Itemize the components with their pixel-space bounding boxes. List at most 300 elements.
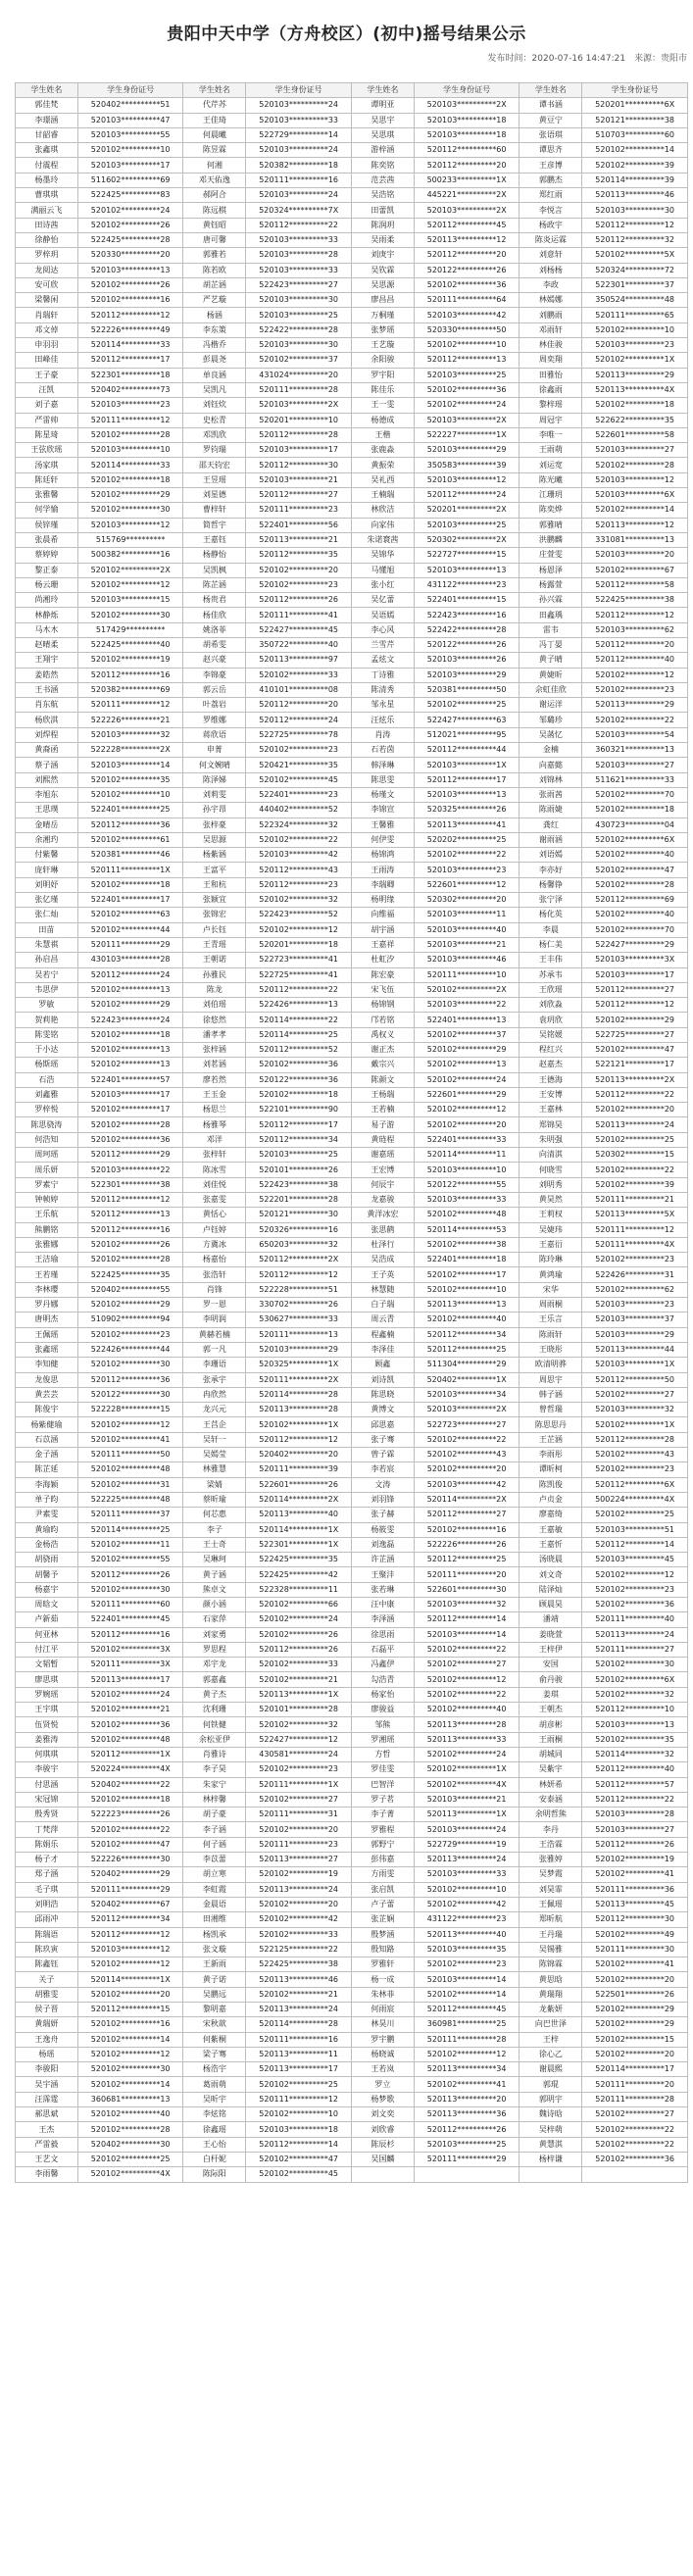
table-row: [16, 1177, 688, 1192]
table-row: [16, 218, 688, 232]
student-name-cell: 张子赫: [351, 1508, 414, 1522]
student-id-cell: 520102**********25: [582, 1132, 688, 1147]
student-name-cell: 向清淇: [520, 1148, 582, 1163]
student-name-cell: 刘逸磊: [351, 1537, 414, 1552]
student-id-cell: 520103**********30: [246, 338, 352, 353]
student-name-cell: 罗丹娜: [16, 1298, 78, 1313]
student-id-cell: 520102**********29: [414, 1043, 520, 1058]
student-name-cell: 张颖宜: [183, 893, 246, 908]
table-row: [16, 1987, 688, 2002]
student-name-cell: 黄振荣: [351, 458, 414, 472]
student-name-cell: 黎明嘉: [183, 2003, 246, 2017]
student-name-cell: 李政: [520, 277, 582, 292]
student-name-cell: 雷韦: [520, 622, 582, 637]
student-name-cell: 黄钰昭: [183, 218, 246, 232]
student-name-cell: 肖雅诗: [183, 1747, 246, 1761]
student-id-cell: 522622**********35: [582, 413, 688, 427]
student-name-cell: 张亿瑾: [16, 893, 78, 908]
student-id-cell: 520112**********2X: [246, 1253, 352, 1267]
student-id-cell: 520111**********12: [246, 2092, 352, 2106]
table-row: [16, 1358, 688, 1372]
student-name-cell: 黄洋冰宏: [351, 1208, 414, 1222]
student-id-cell: 500224**********4X: [582, 1492, 688, 1507]
student-id-cell: 522426**********44: [77, 1342, 183, 1357]
student-name-cell: 黎正泰: [16, 563, 78, 577]
student-name-cell: 陈奕铭: [351, 158, 414, 173]
student-id-cell: 520112**********14: [582, 1537, 688, 1552]
table-row: [16, 127, 688, 142]
student-id-cell: 520402**********55: [77, 1282, 183, 1297]
student-id-cell: 520102**********22: [582, 2137, 688, 2152]
student-id-cell: 520324**********72: [582, 263, 688, 277]
student-id-cell: 520402**********29: [77, 1867, 183, 1882]
table-row: [16, 863, 688, 877]
student-name-cell: 姚洛菲: [183, 622, 246, 637]
student-name-cell: 万桐瑾: [351, 308, 414, 322]
student-name-cell: 刘钰炊: [183, 398, 246, 413]
student-id-cell: 520102**********21: [246, 1987, 352, 2002]
student-id-cell: 520103**********29: [414, 668, 520, 682]
student-id-cell: 520102**********47: [582, 863, 688, 877]
student-id-cell: 522427**********45: [246, 622, 352, 637]
student-id-cell: 520102**********24: [77, 203, 183, 218]
student-id-cell: 520103**********25: [414, 368, 520, 382]
student-id-cell: 520103**********12: [77, 1942, 183, 1957]
student-id-cell: 520102**********24: [414, 398, 520, 413]
student-id-cell: 520113**********21: [246, 532, 352, 547]
student-name-cell: 刘熙然: [16, 772, 78, 787]
student-name-cell: 彭晨尧: [183, 353, 246, 368]
student-name-cell: 赵嘉杰: [520, 1058, 582, 1072]
student-name-cell: 张梓涵: [183, 1043, 246, 1058]
student-id-cell: 520111**********4X: [582, 1237, 688, 1252]
student-id-cell: 520111**********20: [582, 2077, 688, 2092]
student-name-cell: 陈雨轩: [520, 1327, 582, 1342]
student-id-cell: 520102**********20: [246, 1822, 352, 1837]
student-name-cell: 李雨彤: [520, 1448, 582, 1462]
student-id-cell: 520102**********36: [414, 277, 520, 292]
student-name-cell: 龙阅达: [16, 263, 78, 277]
student-name-cell: 陈雨婕: [520, 803, 582, 817]
student-id-cell: 520102**********24: [246, 1612, 352, 1627]
student-name-cell: 田蕾凯: [351, 203, 414, 218]
table-row: [16, 967, 688, 982]
student-name-cell: 李锦宣: [351, 803, 414, 817]
student-id-cell: 520102**********32: [246, 893, 352, 908]
student-name-cell: 王弦欣瑶: [16, 443, 78, 458]
student-id-cell: 520122**********26: [414, 263, 520, 277]
student-name-cell: 冯丁晏: [520, 637, 582, 652]
student-id-cell: 520112**********26: [414, 2122, 520, 2137]
student-id-cell: 520103**********55: [77, 127, 183, 142]
student-name-cell: 程红兴: [520, 1043, 582, 1058]
student-name-cell: 汪凯: [16, 382, 78, 397]
student-id-cell: 520113**********12: [582, 518, 688, 532]
student-name-cell: 邱雨冲: [16, 1912, 78, 1927]
student-id-cell: 520102**********12: [414, 2047, 520, 2061]
student-id-cell: 520112**********34: [414, 1327, 520, 1342]
student-name-cell: 罗梓悦: [16, 1103, 78, 1117]
student-id-cell: 520113**********24: [246, 1882, 352, 1897]
table-row: [16, 1837, 688, 1852]
student-id-cell: 520112**********34: [77, 1912, 183, 1927]
student-name-cell: 孙启昌: [16, 953, 78, 967]
student-id-cell: 520102**********4X: [414, 1777, 520, 1792]
student-id-cell: 520114**********1X: [246, 1522, 352, 1537]
student-id-cell: 520103**********46: [414, 953, 520, 967]
student-name-cell: 陈润玥: [351, 218, 414, 232]
student-name-cell: 王逸舟: [16, 2032, 78, 2047]
student-id-cell: 520111**********30: [582, 1942, 688, 1957]
student-id-cell: 330702**********26: [246, 1298, 352, 1313]
student-name-cell: 魏诗晗: [520, 2107, 582, 2122]
table-row: [16, 1672, 688, 1687]
student-name-cell: 吴国麟: [351, 2152, 414, 2166]
student-id-cell: 520103**********21: [414, 1792, 520, 1807]
student-id-cell: 520114**********2X: [414, 1492, 520, 1507]
table-row: [16, 503, 688, 518]
table-row: [16, 937, 688, 952]
student-id-cell: 520102**********20: [246, 563, 352, 577]
student-id-cell: 520421**********35: [246, 758, 352, 772]
student-name-cell: 张雨茜: [520, 787, 582, 802]
student-id-cell: 520103**********28: [582, 1808, 688, 1822]
student-name-cell: 黄鸿瑜: [520, 1267, 582, 1282]
student-id-cell: 522228**********51: [246, 1282, 352, 1297]
table-row: [16, 848, 688, 863]
student-id-cell: 520102**********20: [77, 1987, 183, 2002]
student-id-cell: 360981**********25: [414, 2017, 520, 2032]
student-name-cell: 张鑫琪: [16, 143, 78, 158]
table-row: [16, 953, 688, 967]
student-name-cell: 刘锦林: [520, 772, 582, 787]
student-id-cell: 520112**********36: [77, 817, 183, 832]
student-id-cell: 520112**********40: [582, 1762, 688, 1777]
student-name-cell: 罗一恩: [183, 1298, 246, 1313]
student-name-cell: 王聚沣: [351, 1567, 414, 1582]
student-name-cell: 杨子才: [16, 1853, 78, 1867]
student-id-cell: 520111**********1X: [246, 1777, 352, 1792]
student-id-cell: 520111**********50: [77, 1448, 183, 1462]
student-id-cell: 522425**********40: [77, 637, 183, 652]
student-name-cell: [520, 2167, 582, 2182]
student-name-cell: 曾哲瑞: [520, 1403, 582, 1417]
student-id-cell: 520102**********37: [414, 1027, 520, 1042]
table-row: [16, 2062, 688, 2077]
student-id-cell: 522328**********11: [246, 1582, 352, 1597]
student-id-cell: 520103**********15: [77, 593, 183, 608]
header-student-name: 学生姓名: [183, 83, 246, 98]
table-row: [16, 1492, 688, 1507]
student-name-cell: 林静烁: [16, 608, 78, 622]
student-name-cell: 梁馨闲: [16, 293, 78, 308]
student-name-cell: 吴鹏远: [183, 1987, 246, 2002]
student-name-cell: 王士奇: [183, 1537, 246, 1552]
student-id-cell: 520103**********17: [582, 967, 688, 982]
table-row: [16, 832, 688, 847]
student-name-cell: 廖骏益: [351, 1703, 414, 1717]
student-name-cell: 彭伟嘉: [351, 1853, 414, 1867]
table-row: [16, 1222, 688, 1237]
student-name-cell: 王若瑾: [16, 1267, 78, 1282]
student-id-cell: 522601**********26: [246, 1477, 352, 1492]
table-row: [16, 1148, 688, 1163]
student-id-cell: 520103**********37: [582, 1313, 688, 1327]
student-id-cell: 520102**********12: [77, 1957, 183, 1972]
student-id-cell: [582, 2167, 688, 2182]
student-name-cell: 李瑞卿: [351, 877, 414, 892]
student-id-cell: 522729**********14: [246, 127, 352, 142]
student-id-cell: 522725**********27: [582, 1027, 688, 1042]
student-name-cell: 陈辰杉: [351, 2137, 414, 2152]
student-name-cell: 胡馨予: [16, 1567, 78, 1582]
student-name-cell: 郑锦昊: [520, 1117, 582, 1132]
student-id-cell: 520324**********7X: [246, 203, 352, 218]
student-name-cell: 刘家勇: [183, 1627, 246, 1642]
table-row: [16, 1103, 688, 1117]
student-name-cell: 巴智洋: [351, 1777, 414, 1792]
student-id-cell: 520102**********1X: [582, 353, 688, 368]
student-id-cell: 520111**********23: [246, 503, 352, 518]
student-name-cell: 胡城同: [520, 1747, 582, 1761]
student-id-cell: 520102**********29: [77, 1298, 183, 1313]
table-body: [16, 98, 688, 2182]
student-name-cell: 吴浩铭: [351, 188, 414, 203]
table-row: [16, 2107, 688, 2122]
header-student-name: 学生姓名: [351, 83, 414, 98]
student-name-cell: 方冀冰: [183, 1237, 246, 1252]
student-id-cell: 520103**********13: [77, 263, 183, 277]
student-id-cell: 650203**********32: [246, 1237, 352, 1252]
student-id-cell: 522401**********13: [414, 1013, 520, 1027]
student-name-cell: 王莒企: [183, 1417, 246, 1432]
student-id-cell: 520102**********48: [77, 1732, 183, 1747]
student-name-cell: 刘星德: [183, 488, 246, 503]
student-name-cell: 王芷涵: [520, 1432, 582, 1447]
student-id-cell: 520102**********23: [246, 743, 352, 758]
student-name-cell: 李唯一: [520, 427, 582, 442]
table-row: [16, 772, 688, 787]
student-name-cell: 顾鑫: [351, 1358, 414, 1372]
student-id-cell: 520112**********28: [582, 1432, 688, 1447]
student-id-cell: 350722**********40: [246, 637, 352, 652]
student-name-cell: 周乐妍: [16, 1163, 78, 1177]
student-id-cell: 520103**********2X: [414, 413, 520, 427]
student-id-cell: 520112**********17: [414, 772, 520, 787]
student-name-cell: 韦思伊: [16, 982, 78, 997]
student-name-cell: 熊卓文: [183, 1582, 246, 1597]
student-name-cell: 单良涵: [183, 368, 246, 382]
table-row: [16, 668, 688, 682]
student-id-cell: 520102**********22: [582, 2122, 688, 2137]
student-name-cell: 张仁灿: [16, 908, 78, 922]
student-name-cell: 刘文奇: [520, 1567, 582, 1582]
student-id-cell: 520102**********30: [77, 608, 183, 622]
student-name-cell: 陈思骁涛: [16, 1117, 78, 1132]
student-name-cell: 李亦好: [520, 863, 582, 877]
student-name-cell: 王楠瑞: [351, 488, 414, 503]
student-name-cell: 谭明亚: [351, 98, 414, 113]
student-name-cell: 吴钦霖: [351, 263, 414, 277]
student-id-cell: 520102**********67: [582, 563, 688, 577]
student-name-cell: 郑红雨: [520, 188, 582, 203]
student-name-cell: 周冠宇: [520, 413, 582, 427]
student-id-cell: 522422**********28: [246, 322, 352, 337]
student-id-cell: 350524**********48: [582, 293, 688, 308]
student-id-cell: 520102**********25: [246, 2077, 352, 2092]
student-name-cell: 肖瑞轩: [16, 308, 78, 322]
student-name-cell: 曹梓轩: [183, 503, 246, 518]
table-row: [16, 608, 688, 622]
student-name-cell: 陈锦霖: [520, 1957, 582, 1972]
student-name-cell: 王馨雅: [351, 817, 414, 832]
student-name-cell: 王子豪: [16, 368, 78, 382]
student-name-cell: 胡芷涵: [183, 277, 246, 292]
student-name-cell: 蒋欣语: [183, 727, 246, 742]
student-id-cell: 520111**********12: [77, 413, 183, 427]
student-id-cell: 520103**********23: [582, 338, 688, 353]
student-name-cell: 朱诺寰茜: [351, 532, 414, 547]
student-name-cell: 杨梦歌: [351, 2092, 414, 2106]
student-id-cell: 520103**********23: [77, 398, 183, 413]
student-id-cell: 520111**********13: [246, 1327, 352, 1342]
student-id-cell: 520101**********28: [246, 1703, 352, 1717]
student-id-cell: 520113**********24: [414, 1853, 520, 1867]
student-id-cell: 520102**********10: [77, 787, 183, 802]
student-id-cell: 522423**********38: [246, 1177, 352, 1192]
table-row: [16, 787, 688, 802]
student-id-cell: 520103**********42: [414, 308, 520, 322]
student-id-cell: 520330**********50: [414, 322, 520, 337]
student-id-cell: 520102**********22: [414, 1642, 520, 1657]
student-id-cell: 520113**********17: [246, 2062, 352, 2077]
student-id-cell: 520102**********13: [77, 1043, 183, 1058]
student-name-cell: 王艺璇: [351, 338, 414, 353]
student-id-cell: 520113**********2X: [582, 1072, 688, 1087]
student-id-cell: 520102**********22: [246, 832, 352, 847]
table-row: [16, 1612, 688, 1627]
student-name-cell: 邵天钧宏: [183, 458, 246, 472]
student-name-cell: 何紫桐: [183, 2032, 246, 2047]
table-row: [16, 458, 688, 472]
student-id-cell: 520103**********21: [414, 937, 520, 952]
student-name-cell: 王梓伊: [520, 1642, 582, 1657]
student-id-cell: 522425**********38: [582, 593, 688, 608]
student-id-cell: 520114**********1X: [77, 1972, 183, 1987]
student-name-cell: 姜晓萱: [520, 1627, 582, 1642]
table-row: [16, 1808, 688, 1822]
student-name-cell: 廖若然: [183, 1072, 246, 1087]
student-name-cell: 杨云珊: [16, 577, 78, 592]
student-id-cell: 520326**********16: [246, 1222, 352, 1237]
student-name-cell: 潘靖: [520, 1612, 582, 1627]
student-name-cell: 王佩瑶: [520, 1897, 582, 1911]
student-id-cell: 520103**********23: [582, 1298, 688, 1313]
student-name-cell: 何亚林: [16, 1627, 78, 1642]
student-name-cell: 谢雨涵: [520, 832, 582, 847]
student-id-cell: 520102**********14: [77, 2032, 183, 2047]
student-id-cell: 520112**********12: [582, 218, 688, 232]
student-name-cell: 林昊川: [351, 2017, 414, 2032]
student-id-cell: 522227**********1X: [414, 427, 520, 442]
student-id-cell: 522725**********41: [246, 967, 352, 982]
student-id-cell: 520102**********26: [246, 1627, 352, 1642]
student-id-cell: 522601**********12: [414, 877, 520, 892]
student-id-cell: 520103**********12: [77, 518, 183, 532]
student-id-cell: 520112**********26: [246, 593, 352, 608]
student-id-cell: 520325**********26: [414, 803, 520, 817]
table-row: [16, 1897, 688, 1911]
student-name-cell: 游梓涵: [351, 143, 414, 158]
student-name-cell: 何雨宸: [351, 2003, 414, 2017]
student-id-cell: 520103**********3X: [582, 953, 688, 967]
student-name-cell: 江珊玥: [520, 488, 582, 503]
student-name-cell: 刘运宽: [520, 458, 582, 472]
student-id-cell: 520111**********60: [77, 1597, 183, 1611]
student-id-cell: 520102**********42: [246, 1912, 352, 1927]
student-id-cell: 520103**********30: [582, 203, 688, 218]
table-row: [16, 877, 688, 892]
student-id-cell: 520113**********1X: [414, 1808, 520, 1822]
student-id-cell: 520103**********2X: [414, 203, 520, 218]
student-name-cell: 方雨雯: [351, 1867, 414, 1882]
student-id-cell: 520111**********29: [77, 1882, 183, 1897]
student-name-cell: 吴昕宇: [183, 2092, 246, 2106]
table-row: [16, 1163, 688, 1177]
table-row: [16, 1957, 688, 1972]
student-name-cell: 黄赫若楠: [183, 1327, 246, 1342]
student-id-cell: 520103**********14: [414, 1972, 520, 1987]
student-name-cell: 肖东航: [16, 698, 78, 713]
student-name-cell: 林嫣娜: [520, 293, 582, 308]
student-name-cell: 杨馨铮: [520, 877, 582, 892]
student-name-cell: 吴若宁: [16, 967, 78, 982]
student-id-cell: 520103**********40: [414, 922, 520, 937]
table-row: [16, 1372, 688, 1387]
student-name-cell: 何湘: [183, 158, 246, 173]
student-name-cell: 郭嘉鑫: [183, 1672, 246, 1687]
student-id-cell: 522301**********37: [582, 277, 688, 292]
student-id-cell: 520402**********67: [77, 1897, 183, 1911]
student-name-cell: 杨佳欣: [183, 608, 246, 622]
student-name-cell: 龙嘉骏: [351, 1192, 414, 1207]
student-id-cell: 520103**********33: [414, 1192, 520, 1207]
student-name-cell: 陈玖寅: [16, 1942, 78, 1957]
student-id-cell: 520112**********12: [77, 1927, 183, 1942]
student-id-cell: 522401**********17: [77, 893, 183, 908]
table-row: [16, 727, 688, 742]
student-name-cell: 张梓轩: [183, 1148, 246, 1163]
student-name-cell: 杨明缘: [351, 893, 414, 908]
student-name-cell: 金晴岳: [16, 817, 78, 832]
student-id-cell: 520102**********16: [77, 2017, 183, 2032]
student-id-cell: 520102**********28: [77, 1117, 183, 1132]
student-id-cell: 522501**********26: [582, 1987, 688, 2002]
student-id-cell: 520113**********33: [414, 1732, 520, 1747]
student-name-cell: 陈际阳: [183, 2167, 246, 2182]
student-name-cell: 李雨馨: [16, 2167, 78, 2182]
student-name-cell: 方哲: [351, 1747, 414, 1761]
student-id-cell: 520102**********40: [414, 1313, 520, 1327]
student-id-cell: 530627**********33: [246, 1313, 352, 1327]
student-name-cell: 周雨桐: [520, 1298, 582, 1313]
student-name-cell: 黄瑞妍: [16, 2017, 78, 2032]
student-id-cell: 520102**********25: [77, 2152, 183, 2166]
student-name-cell: 于小达: [16, 1043, 78, 1058]
student-name-cell: [351, 2167, 414, 2182]
student-id-cell: 522226**********21: [77, 713, 183, 727]
student-name-cell: 吴宇涵: [16, 2077, 78, 2092]
